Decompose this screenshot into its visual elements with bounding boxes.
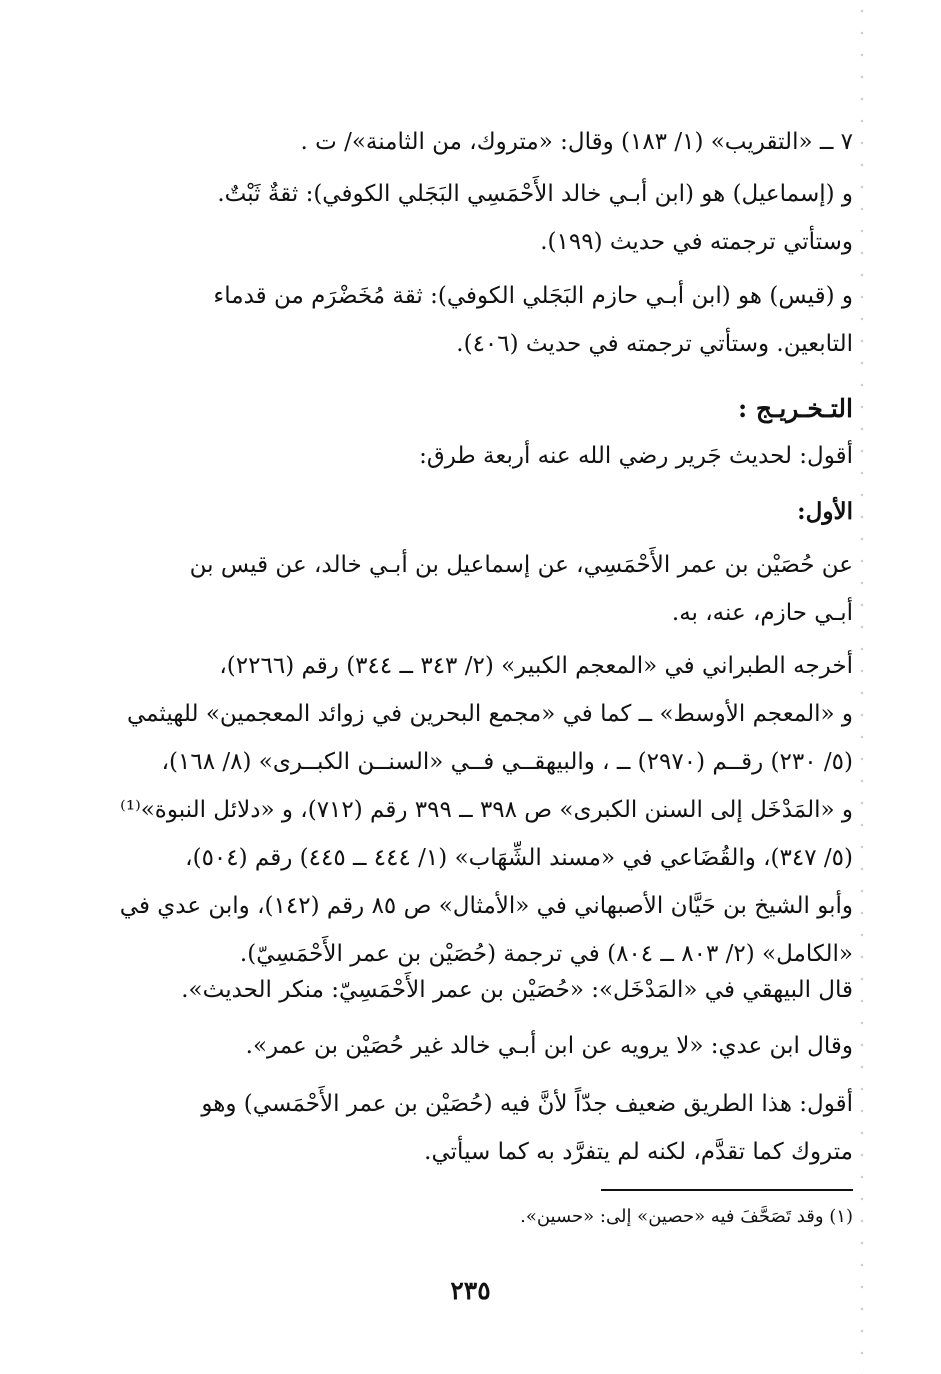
text-line: (٥/ ٣٤٧)، والقُضَاعي في «مسند الشِّهَاب» (١/ ٤٤٤ ــ ٤٤٥) رقم (٥٠٤)، [185, 845, 853, 871]
paragraph-sources [98, 642, 853, 978]
quote-bayhaqi [98, 966, 853, 1014]
paragraph-chain [98, 541, 853, 637]
text-line: و «المَدْخَل إلى السنن الكبرى» ص ٣٩٨ ــ ٣٩٩ رقم (٧١٢)، و «دلائل النبوة»⁽¹⁾ [120, 797, 853, 823]
quote-bayhaqi-text: قال البيهقي في «المَدْخَل»: «حُصَيْن بن عمر الأَحْمَسِيّ: منكر الحديث». [181, 977, 853, 1003]
page-edge-dots [860, 0, 864, 1374]
text-line: و (قيس) هو (ابن أبـي حازم البَجَلي الكوفي): ثقة مُخَضْرَم من قدماء [213, 283, 853, 309]
text-line: وأبو الشيخ بن حَيَّان الأصبهاني في «الأمثال» ص ٨٥ رقم (١٤٢)، وابن عدي في [119, 893, 853, 919]
quote-ibn-adi-text: وقال ابن عدي: «لا يرويه عن ابن أبـي خالد غير حُصَيْن بن عمر». [245, 1033, 853, 1059]
footnote-divider [601, 1189, 853, 1191]
text-line: أبـي حازم، عنه، به. [671, 600, 853, 626]
intro-line-text: أقول: لحديث جَرير رضي الله عنه أربعة طرق: [419, 443, 853, 469]
section-heading-takhrij: التـخـريـج : [737, 394, 853, 423]
text-line: و (إسماعيل) هو (ابن أبـي خالد الأَحْمَسِي البَجَلي الكوفي): ثقةٌ ثَبْتٌ. [217, 181, 853, 207]
intro-line [98, 432, 853, 480]
text-line: (٥/ ٢٣٠) رقــم (٢٩٧٠) ــ ، والبيهقــي فــي «السنــن الكبــرى» (٨/ ١٦٨)، [161, 749, 853, 775]
text-line: عن حُصَيْن بن عمر الأَحْمَسِي، عن إسماعيل بن أبـي خالد، عن قيس بن [189, 552, 853, 578]
page-number: ٢٣٥ [450, 1276, 491, 1305]
footnote-1: (١) وقد تَصَحَّفَ فيه «حصين» إلى: «حسين». [520, 1206, 853, 1227]
text-line: أخرجه الطبراني في «المعجم الكبير» (٢/ ٣٤٣ ــ ٣٤٤) رقم (٢٢٦٦)، [219, 653, 853, 679]
text-line: أقول: هذا الطريق ضعيف جدّاً لأنَّ فيه (حُصَيْن بن عمر الأَحْمَسي) وهو [201, 1091, 853, 1117]
paragraph-qays [98, 272, 853, 368]
text-line: و «المعجم الأوسط» ــ كما في «مجمع البحرين في زوائد المعجمين» للهيثمي [126, 701, 853, 727]
note-line-7-text: ٧ ــ «التقريب» (١/ ١٨٣) وقال: «متروك، من الثامنة»/ ت . [300, 129, 853, 155]
text-line: «الكامل» (٢/ ٨٠٣ ــ ٨٠٤) في ترجمة (حُصَيْن بن عمر الأَحْمَسِيّ). [239, 941, 853, 967]
note-line-7 [98, 118, 853, 166]
paragraph-conclusion [98, 1080, 853, 1176]
paragraph-ismail [98, 170, 853, 266]
quote-ibn-adi [98, 1022, 853, 1070]
text-line: وستأتي ترجمته في حديث (١٩٩). [540, 229, 853, 255]
text-line: متروك كما تقدَّم، لكنه لم يتفرَّد به كما سيأتي. [424, 1139, 853, 1165]
label-first-route: الأول: [797, 498, 853, 525]
text-line: التابعين. وستأتي ترجمته في حديث (٤٠٦). [456, 331, 853, 357]
